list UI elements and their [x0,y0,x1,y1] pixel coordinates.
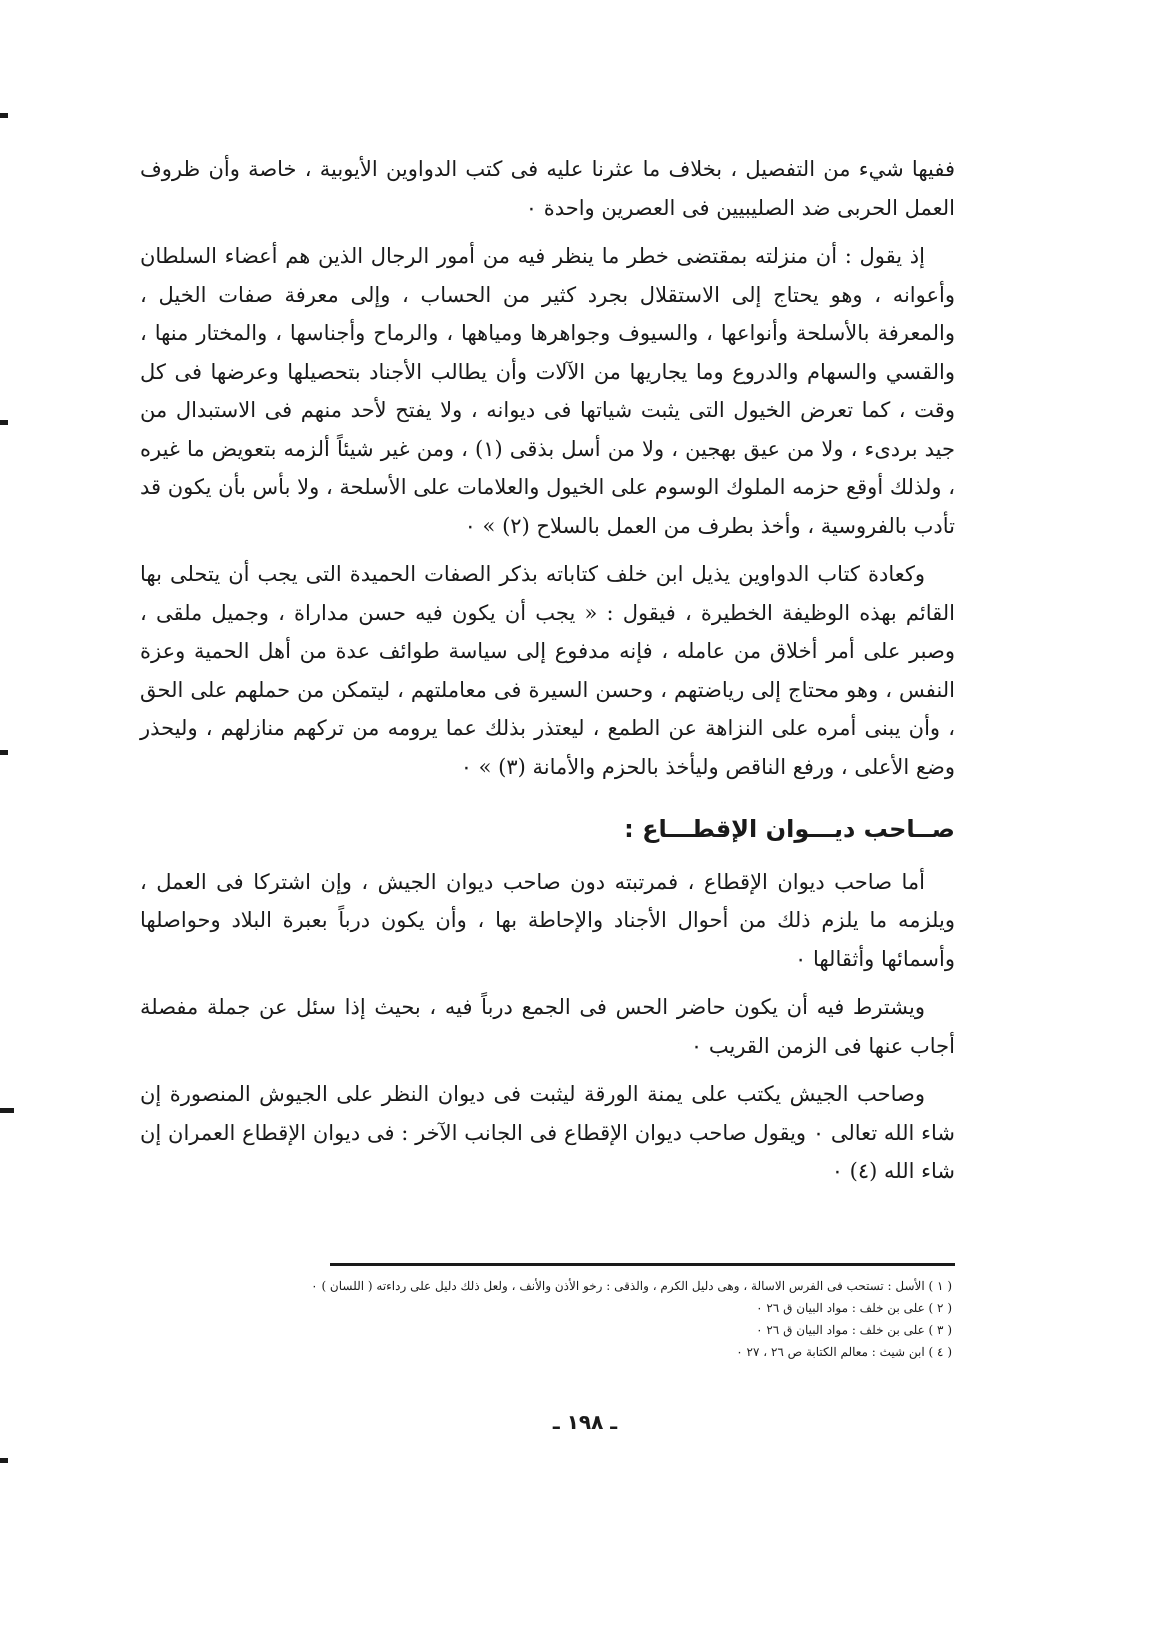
footnote-divider [330,1263,955,1266]
footnote: ( ٤ ) ابن شيث : معالم الكتابة ص ٢٦ ، ٢٧ ٠ [736,1345,952,1359]
paragraph: وكعادة كتاب الدواوين يذيل ابن خلف كتاباته بذكر الصفات الحميدة التى يجب أن يتحلى بها القائم بهذه الوظيفة الخطيرة ، فيقول : « يجب أن يكون فيه حسن مداراة ، وجميل ملقى ، وصبر على أمر أخلاق من عامله ، فإنه مدفوع إلى سياسة طوائف عدة من أهل الحمية وعزة النفس ، وهو محتاج إلى رياضتهم ، وحسن السيرة فى معاملتهم ، ليتمكن من حملهم على الحق ، وأن يبنى أمره على النزاهة عن الطمع ، ليعتذر بذلك عما يرومه من تركهم منازلهم ، وليحذر وضع الأعلى ، ورفع الناقص وليأخذ بالحزم والأمانة (٣) » ٠ [140,562,955,779]
page-number: ـ ١٩٨ ـ [552,1410,618,1434]
footnotes [140,1275,952,1363]
margin-mark [0,113,8,118]
footnote: ( ١ ) الأسل : تستحب فى الفرس الاسالة ، وهى دليل الكرم ، والذقى : رخو الأذن والأنف ، ولعل ذلك دليل على رداءته ( اللسان ) ٠ [311,1279,952,1293]
footnote: ( ٢ ) على بن خلف : مواد البيان ق ٢٦ ٠ [756,1301,952,1315]
footnote: ( ٣ ) على بن خلف : مواد البيان ق ٢٦ ٠ [756,1323,952,1337]
margin-mark [0,750,8,755]
paragraph: وصاحب الجيش يكتب على يمنة الورقة ليثبت فى ديوان النظر على الجيوش المنصورة إن شاء الله تعالى ٠ ويقول صاحب ديوان الإقطاع فى الجانب الآخر : فى ديوان الإقطاع العمران إن شاء الله (٤) ٠ [140,1082,955,1183]
paragraph: ويشترط فيه أن يكون حاضر الحس فى الجمع درباً فيه ، بحيث إذا سئل عن جملة مفصلة أجاب عنها فى الزمن القريب ٠ [140,995,955,1058]
margin-mark [0,1458,8,1463]
margin-mark [0,1108,14,1113]
paragraph: أما صاحب ديوان الإقطاع ، فمرتبته دون صاحب ديوان الجيش ، وإن اشتركا فى العمل ، ويلزمه ما يلزم ذلك من أحوال الأجناد والإحاطة بها ، وأن يكون درباً بعبرة البلاد وحواصلها وأسمائها وأثقالها ٠ [140,869,955,971]
section-heading: صــاحب ديـــوان الإقطـــاع : [624,815,955,843]
paragraph: ففيها شيء من التفصيل ، بخلاف ما عثرنا عليه فى كتب الدواوين الأيوبية ، خاصة وأن ظروف العمل الحربى ضد الصليبيين فى العصرين واحدة ٠ [140,157,955,220]
main-text [140,150,955,1201]
paragraph: إذ يقول : أن منزلته بمقتضى خطر ما ينظر فيه من أمور الرجال الذين هم أعضاء السلطان وأعوانه ، وهو يحتاج إلى الاستقلال بجرد كثير من الحساب ، وإلى معرفة صفات الخيل ، والمعرفة بالأسلحة وأنواعها ، والسيوف وجواهرها ومياهها ، والرماح وأجناسها ، والمختار منها ، والقسي والسهام والدروع وما يجاريها من الآلات وأن يطالب الأجناد بتحصيلها وعرضها فى كل وقت ، كما تعرض الخيول التى يثبت شياتها فى ديوانه ، ولا يفتح لأحد منهم فى الاستبدال من جيد بردىء ، ولا من عيق بهجين ، ولا من أسل بذقى (١) ، ومن غير شيئاً ألزمه بتعويض ما غيره ، ولذلك أوقع حزمه الملوك الوسوم على الخيول والعلامات على الأسلحة ، ولا بأس بأن يكون قد تأدب بالفروسية ، وأخذ بطرف من العمل بالسلاح (٢) » ٠ [140,244,956,538]
margin-mark [0,420,8,425]
